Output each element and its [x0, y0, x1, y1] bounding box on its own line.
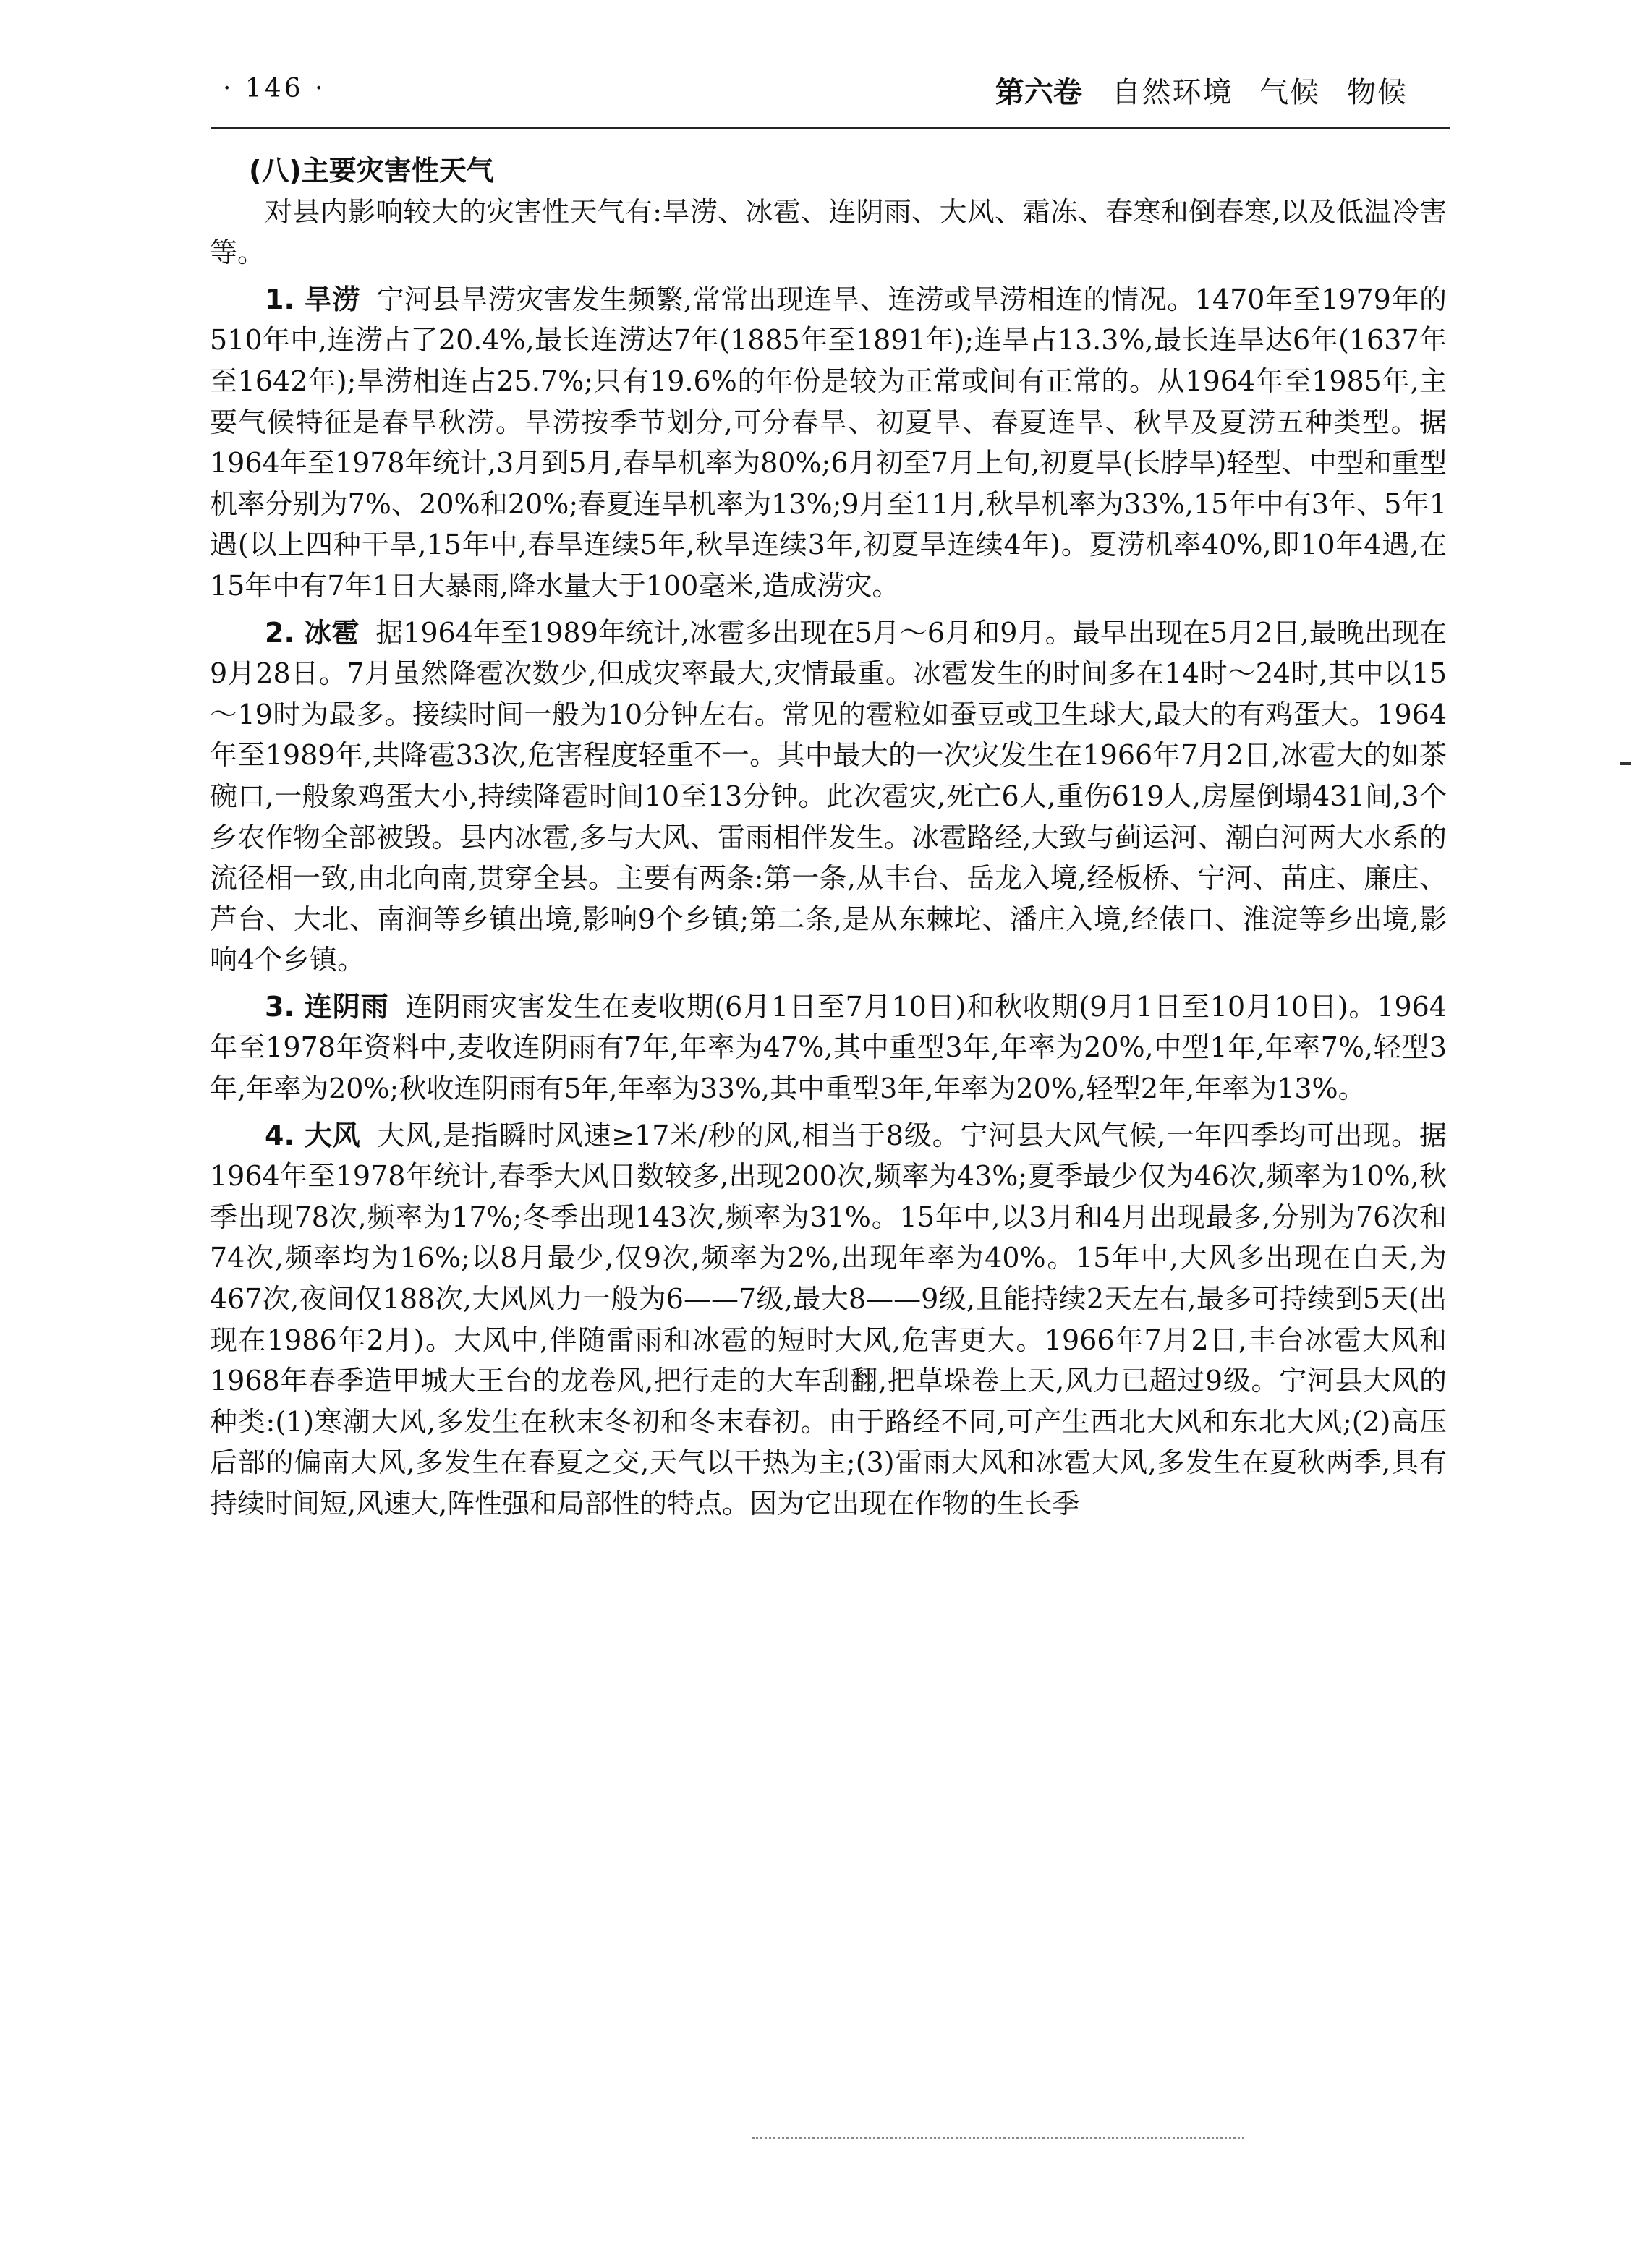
intro-paragraph: 对县内影响较大的灾害性天气有:旱涝、冰雹、连阴雨、大风、霜冻、春寒和倒春寒,以及低温冷害等。: [210, 195, 1447, 269]
item-text: 宁河县旱涝灾害发生频繁,常常出现连旱、连涝或旱涝相连的情况。1470年至1979年的510年中,连涝占了20.4%,最长连涝达7年(1885年至1891年);连旱占13.3%,最长连旱达6年(1637年至1642年);旱涝相连占25.7%;只有19.6%的年份是较为正常或间有正常的。从1964年至1985年,主要气候特征是春旱秋涝。旱涝按季节划分,可分春旱、初夏旱、春夏连旱、秋旱及夏涝五种类型。据1964年至1978年统计,3月到5月,春旱机率为80%;6月初至7月上旬,初夏旱(长脖旱)轻型、中型和重型机率分别为7%、20%和20%;春夏连旱机率为13%;9月至11月,秋旱机率为33%,15年中有3年、5年1遇(以上四种干旱,15年中,春旱连续5年,秋旱连续3年,初夏旱连续4年)。夏涝机率40%,即10年4遇,在15年中有7年1日大暴雨,降水量大于100毫米,造成涝灾。: [210, 283, 1447, 602]
item-drought-flood: [210, 279, 1447, 607]
header-rule: [211, 127, 1450, 129]
item-continuous-rain: [210, 986, 1447, 1109]
item-title: 1. 旱涝: [265, 283, 360, 315]
scan-speck: [1620, 762, 1631, 765]
volume-label: 第六卷: [995, 76, 1082, 109]
item-text: 大风,是指瞬时风速≥17米/秒的风,相当于8级。宁河县大风气候,一年四季均可出现。据1964年至1978年统计,春季大风日数较多,出现200次,频率为43%;夏季最少仅为46次,频率为10%,秋季出现78次,频率为17%;冬季出现143次,频率为31%。15年中,以3月和4月出现最多,分别为76次和74次,频率均为16%;以8月最少,仅9次,频率为2%,出现年率为40%。15年中,大风多出现在白天,为467次,夜间仅188次,大风风力一般为6——7级,最大8——9级,且能持续2天左右,最多可持续到5天(出现在1986年2月)。大风中,伴随雷雨和冰雹的短时大风,危害更大。1966年7月2日,丰台冰雹大风和1968年春季造甲城大王台的龙卷风,把行走的大车刮翻,把草垛卷上天,风力已超过9级。宁河县大风的种类:(1)寒潮大风,多发生在秋末冬初和冬末春初。由于路经不同,可产生西北大风和东北大风;(2)高压后部的偏南大风,多发生在春夏之交,天气以干热为主;(3)雷雨大风和冰雹大风,多发生在夏秋两季,具有持续时间短,风速大,阵性强和局部性的特点。因为它出现在作物的生长季: [210, 1119, 1447, 1519]
running-head: [995, 69, 1408, 111]
item-strong-wind: [210, 1115, 1447, 1525]
item-title: 2. 冰雹: [265, 616, 360, 649]
spacer: [210, 273, 1447, 279]
item-text: 据1964年至1989年统计,冰雹多出现在5月～6月和9月。最早出现在5月2日,最晚出现在9月28日。7月虽然降雹次数少,但成灾率最大,灾情最重。冰雹发生的时间多在14时～24时,其中以15～19时为最多。接续时间一般为10分钟左右。常见的雹粒如蚕豆或卫生球大,最大的有鸡蛋大。1964年至1989年,共降雹33次,危害程度轻重不一。其中最大的一次灾发生在1966年7月2日,冰雹大的如茶碗口,一般象鸡蛋大小,持续降雹时间10至13分钟。此次雹灾,死亡6人,重伤619人,房屋倒塌431间,3个乡农作物全部被毁。县内冰雹,多与大风、雷雨相伴发生。冰雹路经,大致与蓟运河、潮白河两大水系的流径相一致,由北向南,贯穿全县。主要有两条:第一条,从丰台、岳龙入境,经板桥、宁河、苗庄、廉庄、芦台、大北、南涧等乡镇出境,影响9个乡镇;第二条,是从东棘坨、潘庄入境,经俵口、淮淀等乡出境,影响4个乡镇。: [210, 616, 1448, 976]
section-heading: (八)主要灾害性天气: [249, 155, 494, 187]
page-number: · 146 ·: [223, 74, 326, 103]
spacer: [210, 981, 1447, 986]
item-text: 连阴雨灾害发生在麦收期(6月1日至7月10日)和秋收期(9月1日至10月10日)。1964年至1978年资料中,麦收连阴雨有7年,年率为47%,其中重型3年,年率为20%,中型1年,年率7%,轻型3年,年率为20%;秋收连阴雨有5年,年率为33%,其中重型3年,年率为20%,轻型2年,年率为13%。: [210, 990, 1447, 1105]
spacer: [210, 1109, 1447, 1115]
spacer: [210, 607, 1447, 613]
topic-label: 自然环境 气候 物候: [1111, 76, 1408, 109]
item-hail: [210, 613, 1447, 981]
item-title: 4. 大风: [265, 1119, 361, 1151]
scan-artifact-line: [752, 2137, 1244, 2139]
item-title: 3. 连阴雨: [265, 990, 389, 1023]
page-content: [210, 150, 1447, 1525]
